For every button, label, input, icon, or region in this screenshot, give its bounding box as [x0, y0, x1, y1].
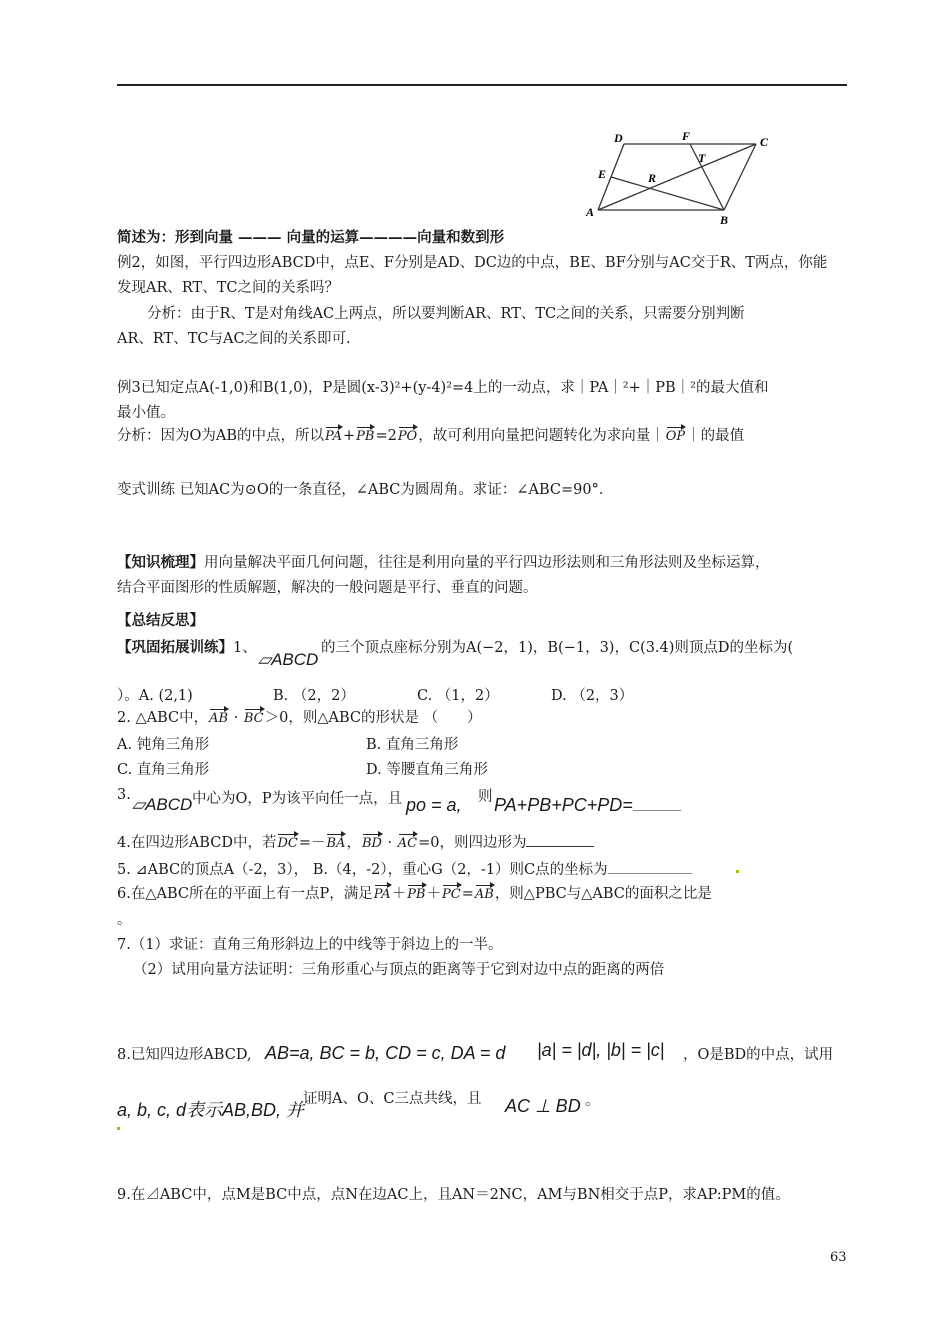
yellow-dot-mark-2 — [117, 1127, 120, 1130]
question3-then: 则 — [478, 789, 493, 805]
vector-ba: BA — [326, 832, 345, 851]
page-number: 63 — [830, 1250, 847, 1265]
vector-bc: BC — [244, 707, 264, 726]
vector-po: PO — [398, 425, 417, 444]
question2-option-a: A. 钝角三角形 — [117, 737, 210, 753]
vector-pb-q6: PB — [407, 883, 425, 902]
question6-line1: 6.在△ABC所在的平面上有一点P，满足PA＋PB＋PC=AB，则△PBC与△ABC的面积之比是 — [117, 882, 712, 903]
vector-pa: PA — [325, 425, 342, 444]
example3-line2: 最小值。 — [117, 405, 175, 421]
q8-line2-math: a, b, c, d表示AB,BD, 并 — [117, 1100, 305, 1120]
vector-pa-q6: PA — [374, 883, 391, 902]
q3-sum-expression: PA+PB+PC+PD= — [494, 795, 681, 816]
question1-line1: 【巩固拓展训练】1、 — [117, 639, 257, 656]
diagonal-ac — [598, 144, 756, 210]
q3-parallelogram: ▱ABCD — [132, 795, 193, 814]
knowledge-line2: 结合平面图形的性质解题，解决的一般问题是平行、垂直的问题。 — [117, 580, 538, 596]
question2-stem: 2. △ABC中，AB · BC＞0，则△ABC的形状是 （ ） — [117, 706, 482, 727]
variant-training: 变式训练 已知AC为⊙O的一条直径，∠ABC为圆周角。求证：∠ABC=90°． — [117, 482, 614, 498]
vector-ab: AB — [209, 707, 228, 726]
q1-parallelogram: ▱ABCD — [258, 650, 319, 669]
summary-line: 简述为：形到向量 ——— 向量的运算————向量和数到形 — [117, 229, 505, 246]
question4: 4.在四边形ABCD中，若DC=－BA，BD · AC=0，则四边形为 — [117, 831, 594, 852]
question3-num: 3. — [117, 787, 131, 803]
header-rule — [117, 84, 847, 86]
question1-text: 的三个顶点座标分别为A(−2，1)，B(−1，3)，C(3.4)则顶点D的坐标为( — [321, 640, 794, 656]
label-t: T — [698, 151, 706, 165]
question7-part1: 7.（1）求证：直角三角形斜边上的中线等于斜边上的一半。 — [117, 937, 503, 953]
question7-part2: （2）试用向量方法证明：三角形重心与顶点的距离等于它到对边中点的距离的两倍 — [133, 962, 665, 978]
q8-perpendicular: AC ⊥ BD — [505, 1096, 581, 1116]
label-r: R — [648, 171, 657, 185]
label-b: B — [720, 213, 729, 227]
question8-prefix: 8.已知四边形ABCD, — [117, 1047, 252, 1063]
question3-text: 中心为O，P为该平向任一点，且 — [192, 791, 403, 807]
example2-analysis1: 分析：由于R、T是对角线AC上两点，所以要判断AR、RT、TC之间的关系，只需要分别判断 — [147, 306, 745, 322]
vector-ab-q6: AB — [475, 883, 494, 902]
example3-line1: 例3已知定点A(-1,0)和B(1,0)，P是圆(x-3)²+(y-4)²=4上的一动点，求｜PA｜²+｜PB｜²的最大值和 — [117, 380, 769, 396]
example3-analysis: 分析：因为O为AB的中点，所以PA+PB=2PO，故可利用向量把问题转化为求向量｜OP｜的最值 — [117, 424, 744, 445]
question5: 5. ⊿ABC的顶点A（-2，3）， B.（4，-2），重心G（2，-1）则C点的坐标为 — [117, 858, 692, 879]
question2-option-c: C. 直角三角形 — [117, 762, 210, 778]
q5-answer-blank[interactable] — [608, 873, 692, 874]
label-f: F — [682, 129, 691, 143]
vector-pc-q6: PC — [442, 883, 461, 902]
question8-end: 。 — [585, 1093, 600, 1109]
segment-be — [611, 177, 724, 210]
side-bc — [724, 144, 756, 210]
question1-option-a: ）。A. (2,1) — [117, 688, 193, 704]
reflection-heading: 【总结反思】 — [117, 612, 204, 629]
q8-definitions: AB=a, BC = b, CD = c, DA = d — [265, 1043, 506, 1063]
question6-end: 。 — [117, 912, 132, 928]
question8-line2-text: 证明A、O、C三点共线，且 — [303, 1091, 482, 1107]
example2-line1: 例2，如图，平行四边形ABCD中，点E、F分别是AD、DC边的中点，BE、BF分别与AC交于R、T两点，你能 — [117, 255, 828, 271]
knowledge-line1: 【知识梳理】用向量解决平面几何问题，往往是利用向量的平行四边形法则和三角形法则及坐标运算， — [117, 554, 770, 571]
question2-option-d: D. 等腰直角三角形 — [366, 762, 488, 778]
vector-dc: DC — [277, 832, 297, 851]
example2-analysis2: AR、RT、TC与AC之间的关系即可. — [117, 331, 351, 347]
label-c: C — [760, 135, 769, 149]
question2-option-b: B. 直角三角形 — [366, 737, 459, 753]
vector-pb: PB — [356, 425, 374, 444]
question1-option-c: C. （1，2） — [417, 688, 499, 704]
parallelogram-figure — [580, 128, 780, 228]
example2-line2: 发现AR、RT、TC之间的关系吗？ — [117, 280, 339, 296]
label-e: E — [598, 167, 607, 181]
q8-magnitude-condition: |a| = |d|, |b| = |c| — [537, 1040, 665, 1060]
label-a: A — [586, 205, 595, 219]
q4-answer-blank[interactable] — [526, 846, 594, 847]
q3-po-equals-a: po = a, — [406, 795, 462, 815]
question9: 9.在⊿ABC中，点M是BC中点，点N在边AC上，且AN＝2NC，AM与BN相交于点P，求AP:PM的值。 — [117, 1187, 790, 1203]
label-d: D — [614, 131, 623, 145]
vector-ac: AC — [398, 832, 417, 851]
vector-op: OP — [666, 425, 685, 444]
segment-bf — [690, 144, 724, 210]
yellow-dot-mark — [736, 870, 739, 873]
question8-suffix: ，O是BD的中点，试用 — [683, 1047, 834, 1063]
vector-bd: BD — [362, 832, 382, 851]
question1-option-b: B. （2，2） — [273, 688, 355, 704]
question1-option-d: D. （2，3） — [551, 688, 634, 704]
